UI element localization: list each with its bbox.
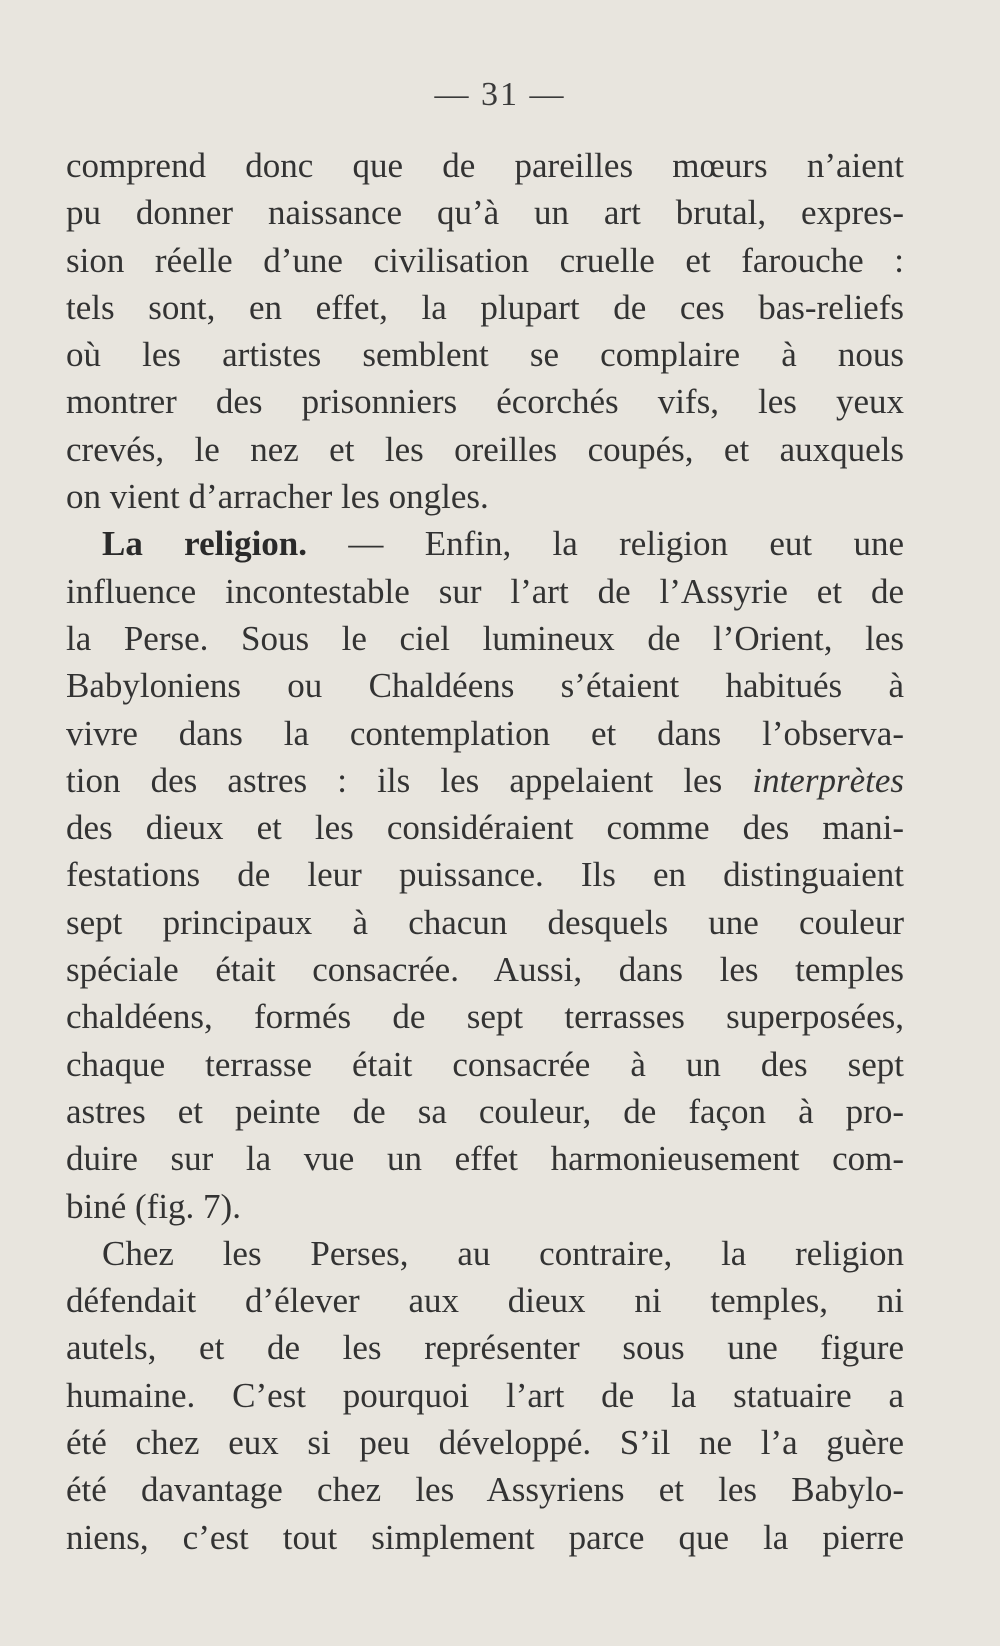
text-line: été chez eux si peu développé. S’il ne l’a guère xyxy=(66,1423,904,1463)
text-line: influence incontestable sur l’art de l’Assyrie et de xyxy=(66,571,904,611)
text-line: biné (fig. 7). xyxy=(66,1186,241,1226)
body-text xyxy=(66,142,904,1561)
text-line: chaldéens, formés de sept terrasses superposées, xyxy=(66,997,904,1037)
text-span: — Enfin, la religion eut une xyxy=(307,524,904,564)
text-line: montrer des prisonniers écorchés vifs, les yeux xyxy=(66,382,904,422)
text-line: vivre dans la contemplation et dans l’observa- xyxy=(66,713,904,753)
text-line: tels sont, en effet, la plupart de ces bas-reliefs xyxy=(66,287,904,327)
text-line: la Perse. Sous le ciel lumineux de l’Orient, les xyxy=(66,618,904,658)
text-line: comprend donc que de pareilles mœurs n’aient xyxy=(66,146,904,185)
page-number: — 31 — xyxy=(434,76,566,113)
text-line: chaque terrasse était consacrée à un des sept xyxy=(66,1044,904,1084)
text-span: tion des astres : ils les appelaient les xyxy=(66,760,753,800)
text-line: duire sur la vue un effet harmonieusement com- xyxy=(66,1139,904,1179)
text-line: crevés, le nez et les oreilles coupés, et auxquels xyxy=(66,429,904,469)
text-line: où les artistes semblent se complaire à nous xyxy=(66,335,904,375)
text-line: niens, c’est tout simplement parce que la pierre xyxy=(66,1517,904,1557)
text-line: Babyloniens ou Chaldéens s’étaient habitués à xyxy=(66,666,904,706)
text-line: autels, et de les représenter sous une figure xyxy=(66,1328,904,1368)
text-line: astres et peinte de sa couleur, de façon à pro- xyxy=(66,1091,904,1131)
text-line: été davantage chez les Assyriens et les Babylo- xyxy=(66,1470,904,1510)
section-heading: La religion. xyxy=(102,524,308,564)
text-line: festations de leur puissance. Ils en distinguaient xyxy=(66,855,904,895)
text-line: humaine. C’est pourquoi l’art de la statuaire a xyxy=(66,1375,904,1415)
text-line: Chez les Perses, au contraire, la religion xyxy=(102,1233,904,1273)
text-line: sept principaux à chacun desquels une couleur xyxy=(66,902,904,942)
text-line: défendait d’élever aux dieux ni temples, ni xyxy=(66,1281,904,1321)
text-line: des dieux et les considéraient comme des mani- xyxy=(66,808,904,848)
italic-term: interprètes xyxy=(752,760,904,800)
section-heading-line xyxy=(66,520,904,567)
text-line: sion réelle d’une civilisation cruelle et farouche : xyxy=(66,240,904,280)
text-line xyxy=(66,757,904,804)
text-line: spéciale était consacrée. Aussi, dans les temples xyxy=(66,950,904,990)
text-line: on vient d’arracher les ongles. xyxy=(66,477,489,517)
text-line: pu donner naissance qu’à un art brutal, expres- xyxy=(66,193,904,233)
